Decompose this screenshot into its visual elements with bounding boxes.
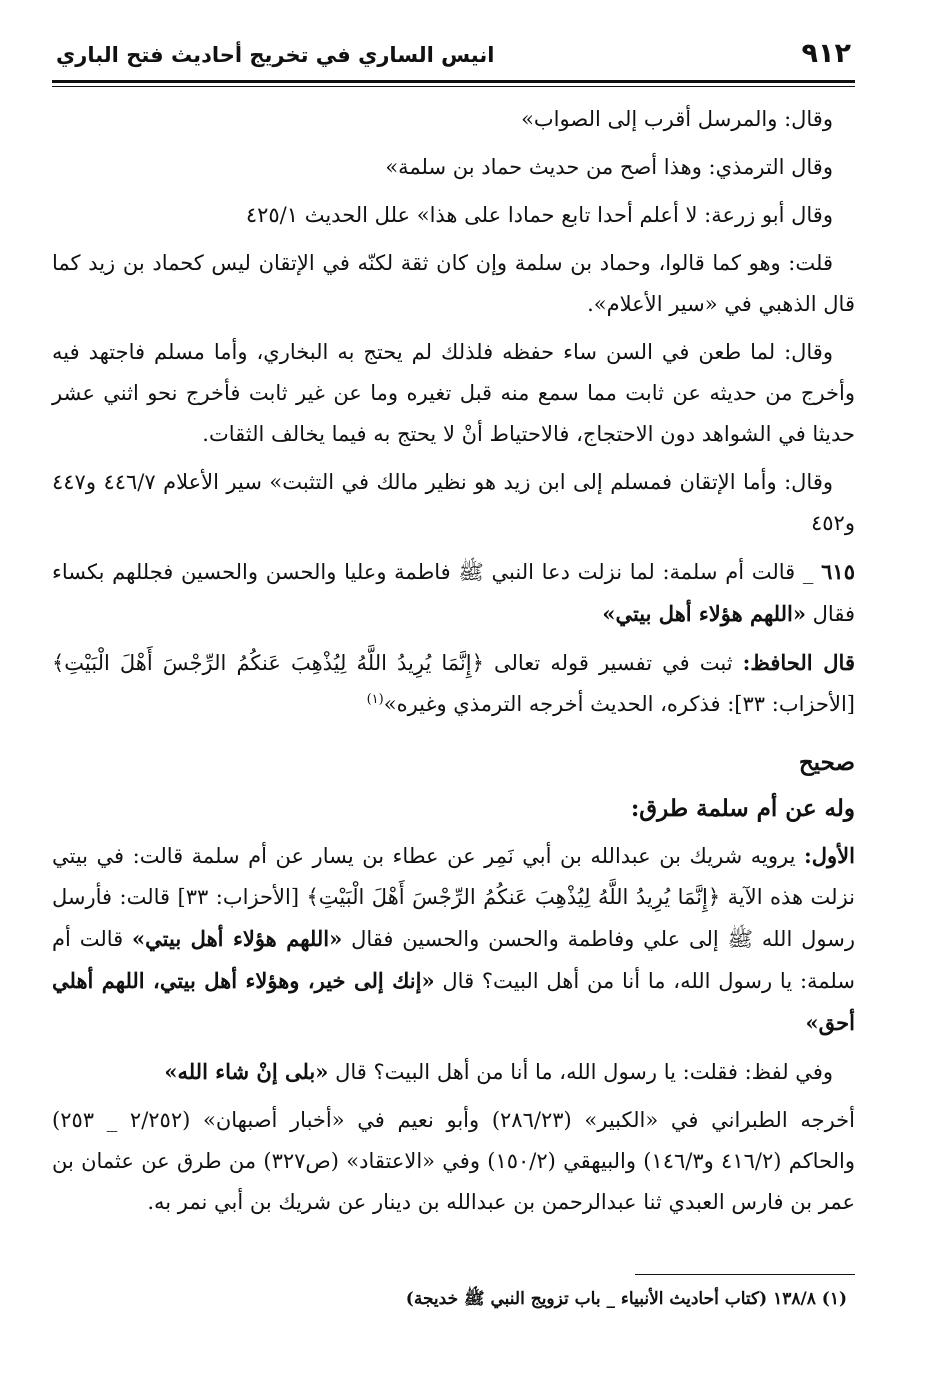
header-rule-thick — [52, 80, 855, 83]
footnote: (١) ١٣٨/٨ (كتاب أحاديث الأنبياء _ باب تزويج النبي ﷺ خديجة) — [405, 1289, 847, 1309]
takhrij-paragraph: أخرجه الطبراني في «الكبير» (٢٨٦/٢٣) وأبو نعيم في «أخبار أصبهان» (٢/٢٥٢ _ ٢٥٣) والحاكم (٤١٦/٢ و١٤٦/٣) والبيهقي (١٥٠/٢) وفي «الاعتقاد» (ص٣٢٧) من طرق عن عثمان بن عمر بن فارس العبدي ثنا عبدالرحمن بن عبدالله بن دينار عن شريك بن أبي نمر به. — [52, 1108, 856, 1214]
hafiz-text: ثبت في تفسير قوله تعالى ﴿إِنَّمَا يُرِيدُ اللَّهُ لِيُذْهِبَ عَنكُمُ الرِّجْسَ أَهْلَ الْبَيْتِ﴾ [الأحزاب: ٣٣]: فذكره، الحديث أخرجه الترمذي وغيره» — [52, 651, 855, 716]
paragraph-mursal: وقال: والمرسل أقرب إلى الصواب» — [521, 107, 833, 131]
paragraph-ta-n: وقال: لما طعن في السن ساء حفظه فلذلك لم يحتج به البخاري، وأما مسلم فاجتهد فيه وأخرج من حديثه عن ثابت مما سمع منه قبل تغيره وما عن غير ثابت فأخرج نحو اثني عشر حديثا في الشواهد دون الاحتجاج، فالاحتياط أنْ لا يحتج به فيما يخالف الثقات. — [52, 340, 855, 446]
variant-text: وفي لفظ: فقلت: يا رسول الله، ما أنا من أهل البيت؟ قال — [335, 1060, 833, 1084]
first-route-text-2: قالت أم سلمة: يا رسول الله، ما أنا من أهل البيت؟ قال — [52, 927, 855, 993]
hadith-text: _ قالت أم سلمة: لما نزلت دعا النبي ﷺ فاطمة وعليا والحسن والحسين فجللهم بكساء فقال — [52, 560, 855, 626]
paragraph-abu-zura: وقال أبو زرعة: لا أعلم أحدا تابع حمادا على هذا» علل الحديث ٤٢٥/١ — [245, 203, 833, 227]
hafiz-paragraph — [52, 642, 855, 725]
page-number: ٩١٢ — [801, 38, 851, 69]
running-head — [52, 38, 855, 78]
header-rule-thin — [52, 86, 855, 87]
variant-paragraph — [52, 1051, 855, 1093]
paragraph-itqan: وقال: وأما الإتقان فمسلم إلى ابن زيد هو نظير مالك في التثبت» سير الأعلام ٤٤٦/٧ و٤٤٧ و٤٥٢ — [52, 470, 855, 535]
first-route-paragraph — [52, 835, 855, 1044]
body-text — [52, 99, 855, 1223]
routes-heading: وله عن أم سلمة طرق: — [630, 795, 855, 822]
running-title: انيس الساري في تخريج أحاديث فتح الباري — [56, 43, 495, 67]
variant-quote: «بلى إنْ شاء الله» — [164, 1059, 329, 1084]
first-route-label: الأول: — [804, 843, 855, 868]
hadith-number: ٦١٥ — [821, 559, 855, 584]
hafiz-label: قال الحافظ: — [742, 650, 855, 675]
footnote-reference: (١) — [366, 692, 384, 707]
first-route-text-1: يرويه شريك بن عبدالله بن أبي نَمِر عن عطاء بن يسار عن أم سلمة قالت: في بيتي نزلت هذه الآية ﴿إِنَّمَا يُرِيدُ اللَّهُ لِيُذْهِبَ عَنكُمُ الرِّجْسَ أَهْلَ الْبَيْتِ﴾ [الأحزاب: ٣٣] قالت: فأرسل رسول الله ﷺ إلى علي وفاطمة والحسن والحسين فقال — [52, 844, 856, 951]
hadith-quote: «اللهم هؤلاء أهل بيتي» — [602, 601, 806, 626]
hadith-paragraph — [52, 551, 855, 635]
paragraph-qultu: قلت: وهو كما قالوا، وحماد بن سلمة وإن كان ثقة لكنّه في الإتقان ليس كحماد بن زيد كما قال الذهبي في «سير الأعلام». — [52, 251, 855, 316]
first-route-quote-1: «اللهم هؤلاء أهل بيتي» — [132, 926, 343, 951]
first-route-quote-2: «إنك إلى خير، وهؤلاء أهل بيتي، اللهم أهلي أحق» — [52, 968, 855, 1035]
paragraph-tirmidhi: وقال الترمذي: وهذا أصح من حديث حماد بن سلمة» — [385, 155, 833, 179]
grading-heading: صحيح — [798, 749, 855, 776]
footnote-rule — [635, 1274, 855, 1275]
